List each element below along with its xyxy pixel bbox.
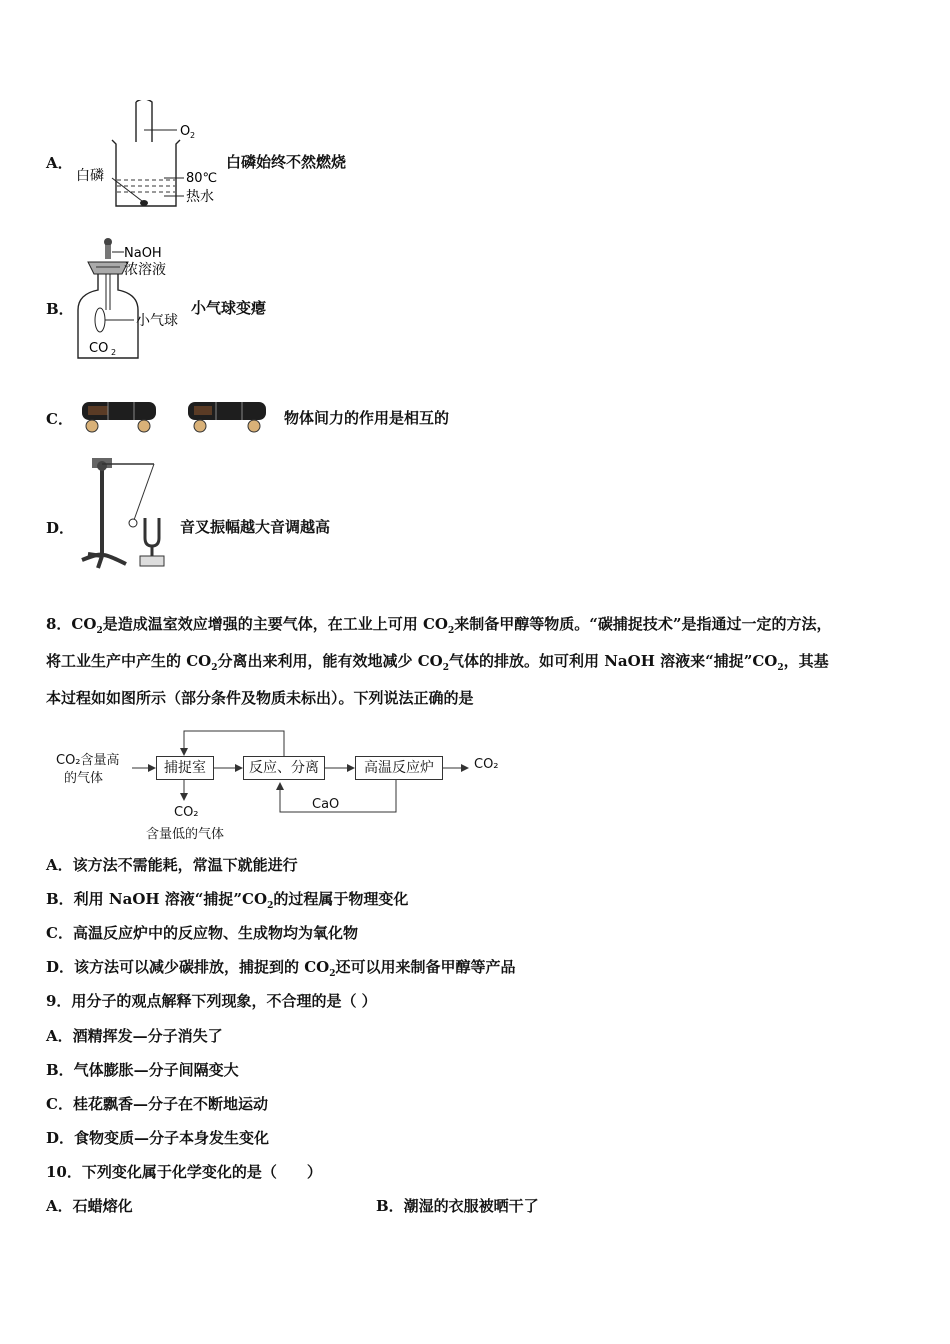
flow-low-co2-line2: 含量低的气体 [146,827,225,842]
q9-option-a: A．酒精挥发—分子消失了 [46,1027,223,1045]
q10-stem: 10．下列变化属于化学变化的是（ ） [46,1163,322,1181]
q8-l1-sub1: 2 [96,626,103,636]
co2-flask-sub: 2 [111,348,117,357]
q10-option-b: B．潮湿的衣服被晒干了 [376,1197,539,1215]
q8-option-b [46,888,408,911]
capture-chamber-box: 捕捉室 [156,756,214,780]
q8-l1-c: 来制备甲醇等物质。“碳捕捉技术”是指通过一定的方法， [454,615,832,633]
q9-option-d: D．食物变质—分子本身发生变化 [46,1129,270,1147]
q8-option-a: A．该方法不需能耗，常温下就能进行 [46,856,298,874]
q9-stem: 9．用分子的观点解释下列现象，不合理的是（ ） [46,992,377,1010]
q8-l2-d: ，其基 [783,652,829,670]
naoh-label: NaOH [124,246,162,261]
q8-l1-b: 是造成温室效应增强的主要气体，在工业上可用 CO [102,615,448,633]
q8-stem-line-1 [46,613,831,636]
reaction-separation-box: 反应、分离 [243,756,325,780]
q10-option-a: A．石蜡熔化 [46,1197,133,1215]
q8-opt-d-a: D．该方法可以减少碳排放，捕捉到的 CO [46,958,330,976]
o2-label: O [180,124,191,139]
q8-opt-b-a: B．利用 NaOH 溶液“捕捉”CO [46,890,268,908]
figure-c-carts [78,396,273,438]
hot-water-label: 热水 [186,189,214,205]
q8-l2-sub1: 2 [211,663,218,673]
co2-flask-label: CO [89,341,109,356]
option-b-caption: 小气球变瘪 [191,299,267,317]
q8-option-d [46,956,516,979]
figure-d-tuning-fork [72,452,172,574]
balloon-label: 小气球 [136,313,178,329]
carbon-capture-flowchart [50,725,520,845]
option-a-caption: 白磷始终不然燃烧 [226,153,347,171]
flow-input-line2: 的气体 [64,771,104,786]
q8-l2-a: 将工业生产中产生的 CO [46,652,212,670]
option-d-caption: 音叉振幅越大音调越高 [180,518,331,536]
q8-opt-d-sub: 2 [329,969,336,979]
q8-l2-sub3: 2 [777,663,784,673]
q8-opt-b-b: 的过程属于物理变化 [273,890,409,908]
q8-stem-line-2 [46,650,829,673]
high-temp-furnace-box: 高温反应炉 [355,756,443,780]
q9-option-c: C．桂花飘香—分子在不断地运动 [46,1095,268,1113]
option-b-letter: B． [46,300,74,318]
figure-a-beaker [72,100,227,212]
q8-l2-sub2: 2 [442,663,449,673]
option-c-caption: 物体间力的作用是相互的 [284,409,450,427]
temperature-label: 80℃ [186,171,218,186]
flow-cao-label: CaO [312,797,340,812]
option-c-letter: C． [46,410,73,428]
o2-sub: 2 [190,131,196,140]
option-d-letter: D． [46,519,75,537]
q8-l2-b: 分离出来利用，能有效地减少 CO [217,652,443,670]
q8-l1-a: 8．CO [46,615,97,633]
flow-output-co2: CO₂ [474,757,499,772]
flow-low-co2-line1: CO₂ [174,805,199,820]
q8-l2-c: 气体的排放。如可利用 NaOH 溶液来“捕捉”CO [449,652,778,670]
white-phosphorus-label: 白磷 [76,168,104,184]
q8-option-c: C．高温反应炉中的反应物、生成物均为氧化物 [46,924,358,942]
q8-l1-sub2: 2 [447,626,455,636]
q9-option-b: B．气体膨胀—分子间隔变大 [46,1061,239,1079]
option-a-letter: A． [46,154,73,172]
flow-input-line1: CO₂含量高 [56,753,120,768]
concentrated-solution-label: 浓溶液 [124,262,166,278]
q8-stem-line-3: 本过程如如图所示（部分条件及物质未标出）。下列说法正确的是 [46,689,474,707]
q8-opt-d-b: 还可以用来制备甲醇等产品 [335,958,516,976]
q8-opt-b-sub: 2 [267,901,274,911]
figure-b-flask [72,234,197,362]
